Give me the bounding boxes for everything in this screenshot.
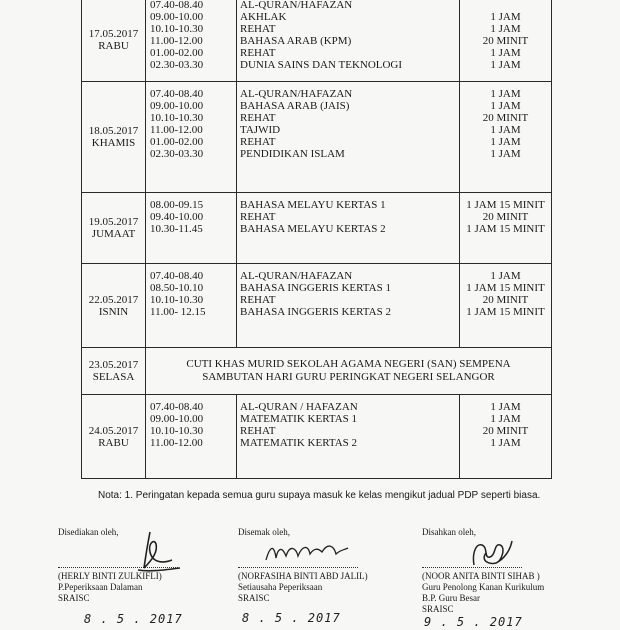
time-slot: 08.50-10.10 [150,282,204,294]
signatory-role: SRAISC [422,604,454,614]
time-slot: 08.00-09.15 [150,199,204,211]
date-cell [82,82,146,193]
time-slot: 01.00-02.00 [150,136,204,148]
exam-day: RABU [98,40,129,52]
time-slot: 11.00- 12.15 [150,306,206,318]
subject-cell [237,193,460,264]
subject: BAHASA INGGERIS KERTAS 1 [240,282,391,294]
signatory-label: Disediakan oleh, [58,527,119,537]
time-slot-cell [146,0,237,82]
duration: 1 JAM [490,11,521,23]
handwritten-date: 8 . 5 . 2017 [242,611,341,625]
subject: TAJWID [240,124,281,136]
schedule-row [82,0,552,82]
time-slot: 10.10-10.30 [150,294,204,306]
signature-scribble [262,538,352,568]
exam-day: JUMAAT [91,228,136,240]
subject: AL-QURAN/HAFAZAN [240,88,353,100]
duration: 1 JAM [490,59,521,71]
time-slot: 09.00-10.00 [150,11,204,23]
time-slot-cell [146,264,237,348]
holiday-notice [146,348,552,395]
subject: AKHLAK [240,11,287,23]
duration: 20 MINIT [482,211,529,223]
duration: 1 JAM [490,136,521,148]
time-slot: 10.30-11.45 [150,223,203,235]
duration-cell [460,0,552,82]
subject: DUNIA SAINS DAN TEKNOLOGI [240,59,403,71]
date-cell [82,348,146,395]
duration-cell [460,193,552,264]
time-slot: 11.00-12.00 [150,124,203,136]
signatory-name: (HERLY BINTI ZULKIFLI) [58,571,162,581]
duration: 1 JAM [490,23,521,35]
duration: 1 JAM [490,100,521,112]
time-slot: 11.00-12.00 [150,437,203,449]
duration-cell [460,395,552,479]
time-slot: 02.30-03.30 [150,59,204,71]
subject-cell [237,82,460,193]
time-slot: 07.40-08.40 [150,88,204,100]
duration: 1 JAM [490,148,521,160]
duration [460,0,551,11]
time-slot-cell [146,82,237,193]
time-slot: 10.10-10.30 [150,112,204,124]
signature-scribble [466,535,516,570]
exam-date: 18.05.2017 [88,125,139,137]
duration-cell [460,264,552,348]
duration: 1 JAM 15 MINIT [466,306,545,318]
exam-day: KHAMIS [91,137,136,149]
subject: BAHASA MELAYU KERTAS 2 [240,223,386,235]
duration: 1 JAM [490,124,521,136]
time-slot: 11.00-12.00 [150,35,203,47]
schedule-row [82,395,552,479]
subject: MATEMATIK KERTAS 2 [240,437,358,449]
signatory-label: Disemak oleh, [238,527,290,537]
subject: MATEMATIK KERTAS 1 [240,413,358,425]
subject: BAHASA ARAB (KPM) [240,35,352,47]
time-slot: 02.30-03.30 [150,148,204,160]
duration: 20 MINIT [482,112,529,124]
time-slot: 07.40-08.40 [150,0,204,11]
subject: AL-QURAN/HAFAZAN [240,270,353,282]
signatory-name: (NORFASIHA BINTI ABD JALIL) [238,571,368,581]
signatory-role: SRAISC [58,593,90,603]
date-cell [82,0,146,82]
exam-day: RABU [98,436,129,449]
signatory-role: Setiausaha Peperiksaan [238,582,323,592]
subject: REHAT [240,112,276,124]
signatory-role: B.P. Guru Besar [422,593,480,603]
exam-date: 19.05.2017 [88,216,139,228]
exam-day: ISNIN [98,305,129,318]
signatory-role: Guru Penolong Kanan Kurikulum [422,582,545,592]
duration: 20 MINIT [482,294,529,306]
schedule-row [82,193,552,264]
schedule-row [82,348,552,395]
exam-schedule-table [81,0,552,479]
handwritten-date: 9 . 5 . 2017 [424,615,523,629]
signature-scribble [128,530,188,580]
schedule-row [82,264,552,348]
duration: 1 JAM [490,437,521,449]
time-slot: 07.40-08.40 [150,270,204,282]
duration: 20 MINIT [482,425,529,437]
note-text: Nota: 1. Peringatan kepada semua guru supaya masuk ke kelas mengikut jadual PDP seperti biasa. [98,490,541,501]
subject: REHAT [240,23,276,35]
subject: BAHASA MELAYU KERTAS 1 [240,199,386,211]
subject: AL-QURAN / HAFAZAN [240,401,358,413]
signatory-role: P.Peperiksaan Dalaman [58,582,143,592]
subject: BAHASA INGGERIS KERTAS 2 [240,306,391,318]
subject: BAHASA ARAB (JAIS) [240,100,350,112]
time-slot-cell [146,395,237,479]
exam-day: SELASA [92,371,135,383]
subject: REHAT [240,211,276,223]
duration: 1 JAM 15 MINIT [466,282,545,294]
signatory-label: Disahkan oleh, [422,527,476,537]
subject: REHAT [240,425,276,437]
subject-cell [237,0,460,82]
time-slot: 10.10-10.30 [150,425,204,437]
time-slot: 09.00-10.00 [150,413,204,425]
duration: 1 JAM 15 MINIT [466,223,545,235]
signatory-name: (NOOR ANITA BINTI SIHAB ) [422,571,540,581]
subject: REHAT [240,47,276,59]
duration: 1 JAM [490,270,521,282]
subject-cell [237,395,460,479]
time-slot: 10.10-10.30 [150,23,204,35]
exam-date: 23.05.2017 [88,359,139,371]
duration: 1 JAM [490,401,521,413]
duration: 1 JAM [490,88,521,100]
signatory-role: SRAISC [238,593,270,603]
handwritten-date: 8 . 5 . 2017 [84,612,183,626]
exam-date: 17.05.2017 [88,28,139,40]
time-slot: 09.00-10.00 [150,100,204,112]
subject: PENDIDIKAN ISLAM [240,148,345,160]
exam-date: 22.05.2017 [88,293,139,306]
subject: AL-QURAN/HAFAZAN [240,0,353,11]
subject: REHAT [240,294,276,306]
subject: REHAT [240,136,276,148]
time-slot: 01.00-02.00 [150,47,204,59]
exam-date: 24.05.2017 [88,424,139,437]
notice-line: CUTI KHAS MURID SEKOLAH AGAMA NEGERI (SAN) SEMPENA [186,358,511,370]
notice-line: SAMBUTAN HARI GURU PERINGKAT NEGERI SELANGOR [202,371,495,383]
date-cell [82,264,146,348]
time-slot: 09.40-10.00 [150,211,204,223]
duration: 20 MINIT [482,35,529,47]
duration-cell [460,82,552,193]
time-slot: 07.40-08.40 [150,401,204,413]
subject-cell [237,264,460,348]
date-cell [82,193,146,264]
schedule-row [82,82,552,193]
time-slot-cell [146,193,237,264]
date-cell [82,395,146,479]
duration: 1 JAM 15 MINIT [466,199,545,211]
duration: 1 JAM [490,413,521,425]
duration: 1 JAM [490,47,521,59]
